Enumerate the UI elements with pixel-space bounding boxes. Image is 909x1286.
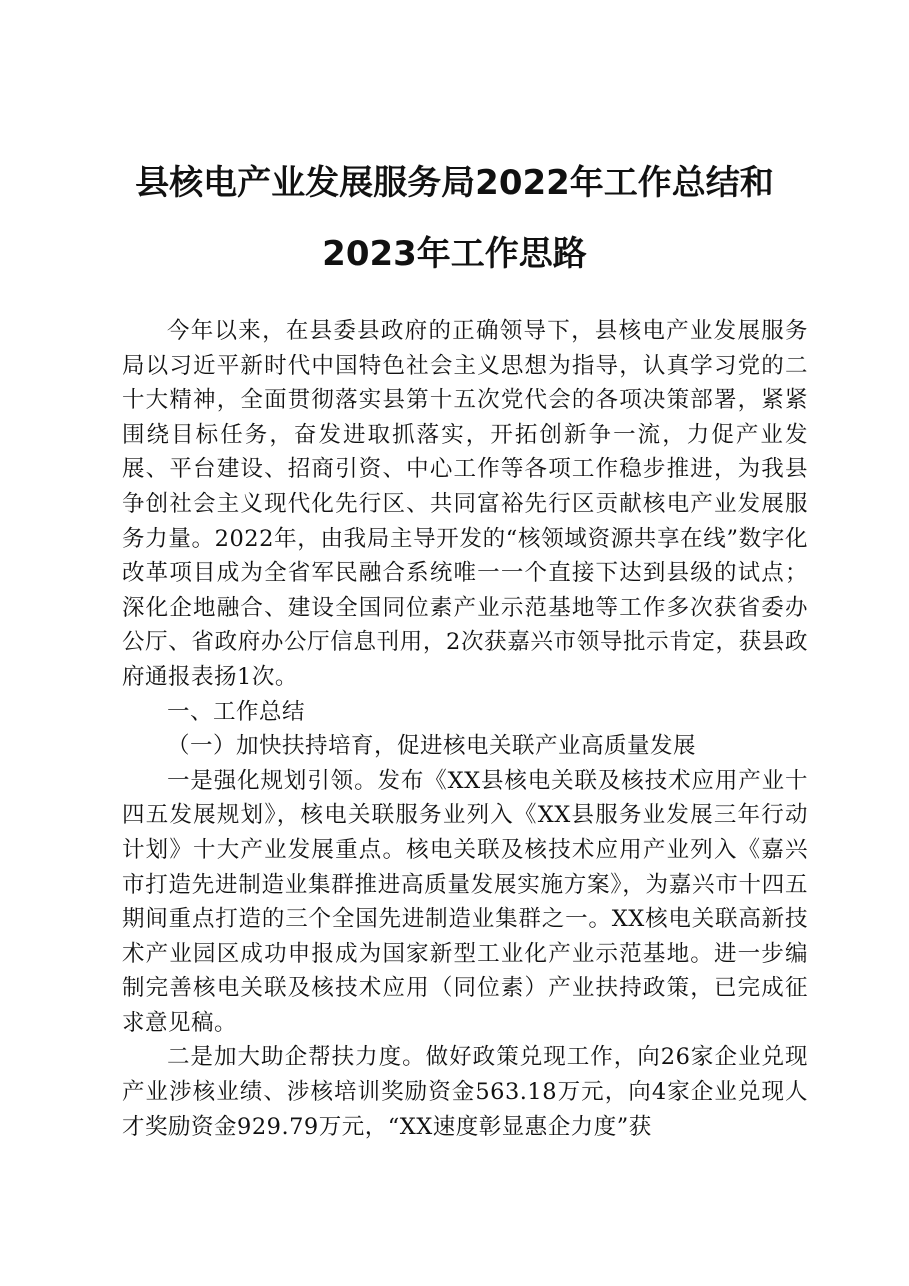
subsection-heading: （一）加快扶持培育，促进核电关联产业高质量发展 (167, 733, 697, 760)
document-title-line-1: 县核电产业发展服务局2022年工作总结和 (135, 163, 774, 203)
document-title-line-2: 2023年工作思路 (322, 234, 587, 274)
body-paragraph: 一是强化规划引领。发布《XX县核电关联及核技术应用产业十四五发展规划》，核电关联服务业列入《XX县服务业发展三年行动计划》十大产业发展重点。核电关联及核技术应用产业列入《嘉兴市打造先进制造业集群推进高质量发展实施方案》，为嘉兴市十四五期间重点打造的三个全国先进制造业集群之一。XX核电关联高新技术产业园区成功申报成为国家新型工业化产业示范基地。进一步编制完善核电关联及核技术应用（同位素）产业扶持政策，已完成征求意见稿。 (122, 767, 808, 1036)
section-heading: 一、工作总结 (167, 698, 306, 725)
document-body (122, 314, 808, 1144)
body-paragraph: 二是加大助企帮扶力度。做好政策兑现工作，向26家企业兑现产业涉核业绩、涉核培训奖励资金563.18万元，向4家企业兑现人才奖励资金929.79万元，“XX速度彰显惠企力度”获 (122, 1044, 808, 1140)
intro-paragraph: 今年以来，在县委县政府的正确领导下，县核电产业发展服务局以习近平新时代中国特色社会主义思想为指导，认真学习党的二十大精神，全面贯彻落实县第十五次党代会的各项决策部署，紧紧围绕目标任务，奋发进取抓落实，开拓创新争一流，力促产业发展、平台建设、招商引资、中心工作等各项工作稳步推进，为我县争创社会主义现代化先行区、共同富裕先行区贡献核电产业发展服务力量。2022年，由我局主导开发的“核领域资源共享在线”数字化改革项目成为全省军民融合系统唯一一个直接下达到县级的试点；深化企地融合、建设全国同位素产业示范基地等工作多次获省委办公厅、省政府办公厅信息刊用，2次获嘉兴市领导批示肯定，获县政府通报表扬1次。 (122, 318, 808, 690)
